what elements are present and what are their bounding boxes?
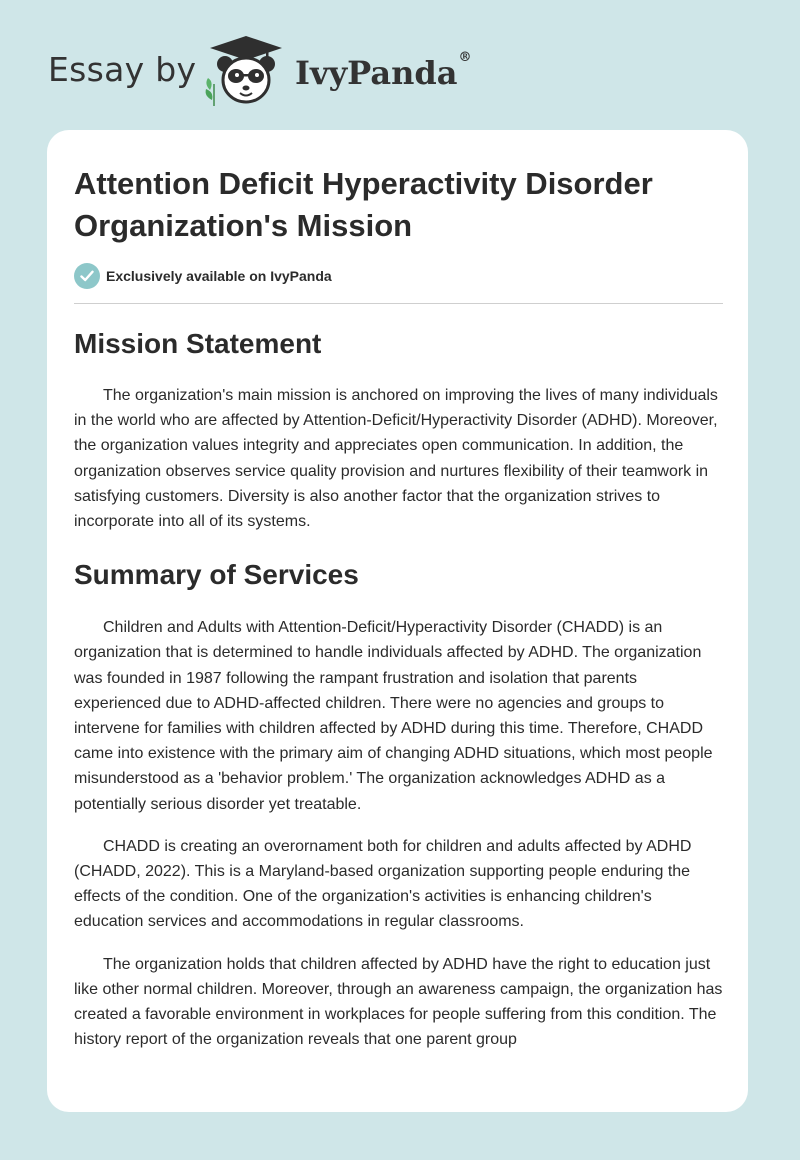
essay-by-label: Essay by [48,50,197,89]
page-title: Attention Deficit Hyperactivity Disorder Organization's Mission [74,166,653,243]
ivy-leaf-icon [206,78,214,106]
section-heading-summary-of-services: Summary of Services [74,559,359,591]
site-header [0,0,800,130]
paragraph: The organization's main mission is anchored on improving the lives of many individuals in the world who are affected by Attention-Deficit/Hyperactivity Disorder (ADHD). Moreover, the organization values integrity and appreciates open communication. In addition, the organization observes service quality provision and nurtures flexibility of their teamwork in satisfying customers. Diversity is also another factor that the organization strives to incorporate into all of its systems. [74,387,718,531]
paragraph: Children and Adults with Attention-Deficit/Hyperactivity Disorder (CHADD) is an organization that is determined to handle individuals affected by ADHD. The organization was founded in 1987 following the rampant frustration and isolation that parents experienced due to ADHD-affected children. There were no agencies and groups to intervene for families with children affected by ADHD during this time. Therefore, CHADD came into existence with the primary aim of changing ADHD situations, which most people misunderstood as a 'behavior problem.' The organization acknowledges ADHD as a potentially serious disorder yet treatable. [74,619,713,813]
paragraph: The organization holds that children affected by ADHD have the right to education just like other normal children. Moreover, through an awareness campaign, the organization has created a favorable environment in workplaces for people suffering from this condition. The history report of the organization reveals that one parent group [74,955,723,1049]
paragraph: CHADD is creating an overornament both for children and adults affected by ADHD (CHADD, 2022). This is a Maryland-based organization supporting people enduring the effects of the condition. One of the organization's activities is enhancing children's education services and accommodations in regular classrooms. [74,837,692,931]
exclusive-badge [74,263,332,289]
ivypanda-logo-icon[interactable] [200,34,292,108]
brand-text: IvyPanda [295,54,458,92]
section-heading-mission-statement: Mission Statement [74,328,322,359]
brand-name[interactable] [295,50,472,92]
divider [74,303,723,304]
check-circle-icon [74,263,100,289]
registered-mark: ® [458,50,472,65]
badge-label: Exclusively available on IvyPanda [106,268,332,284]
article-card [47,130,748,1112]
article-body [74,326,724,1052]
